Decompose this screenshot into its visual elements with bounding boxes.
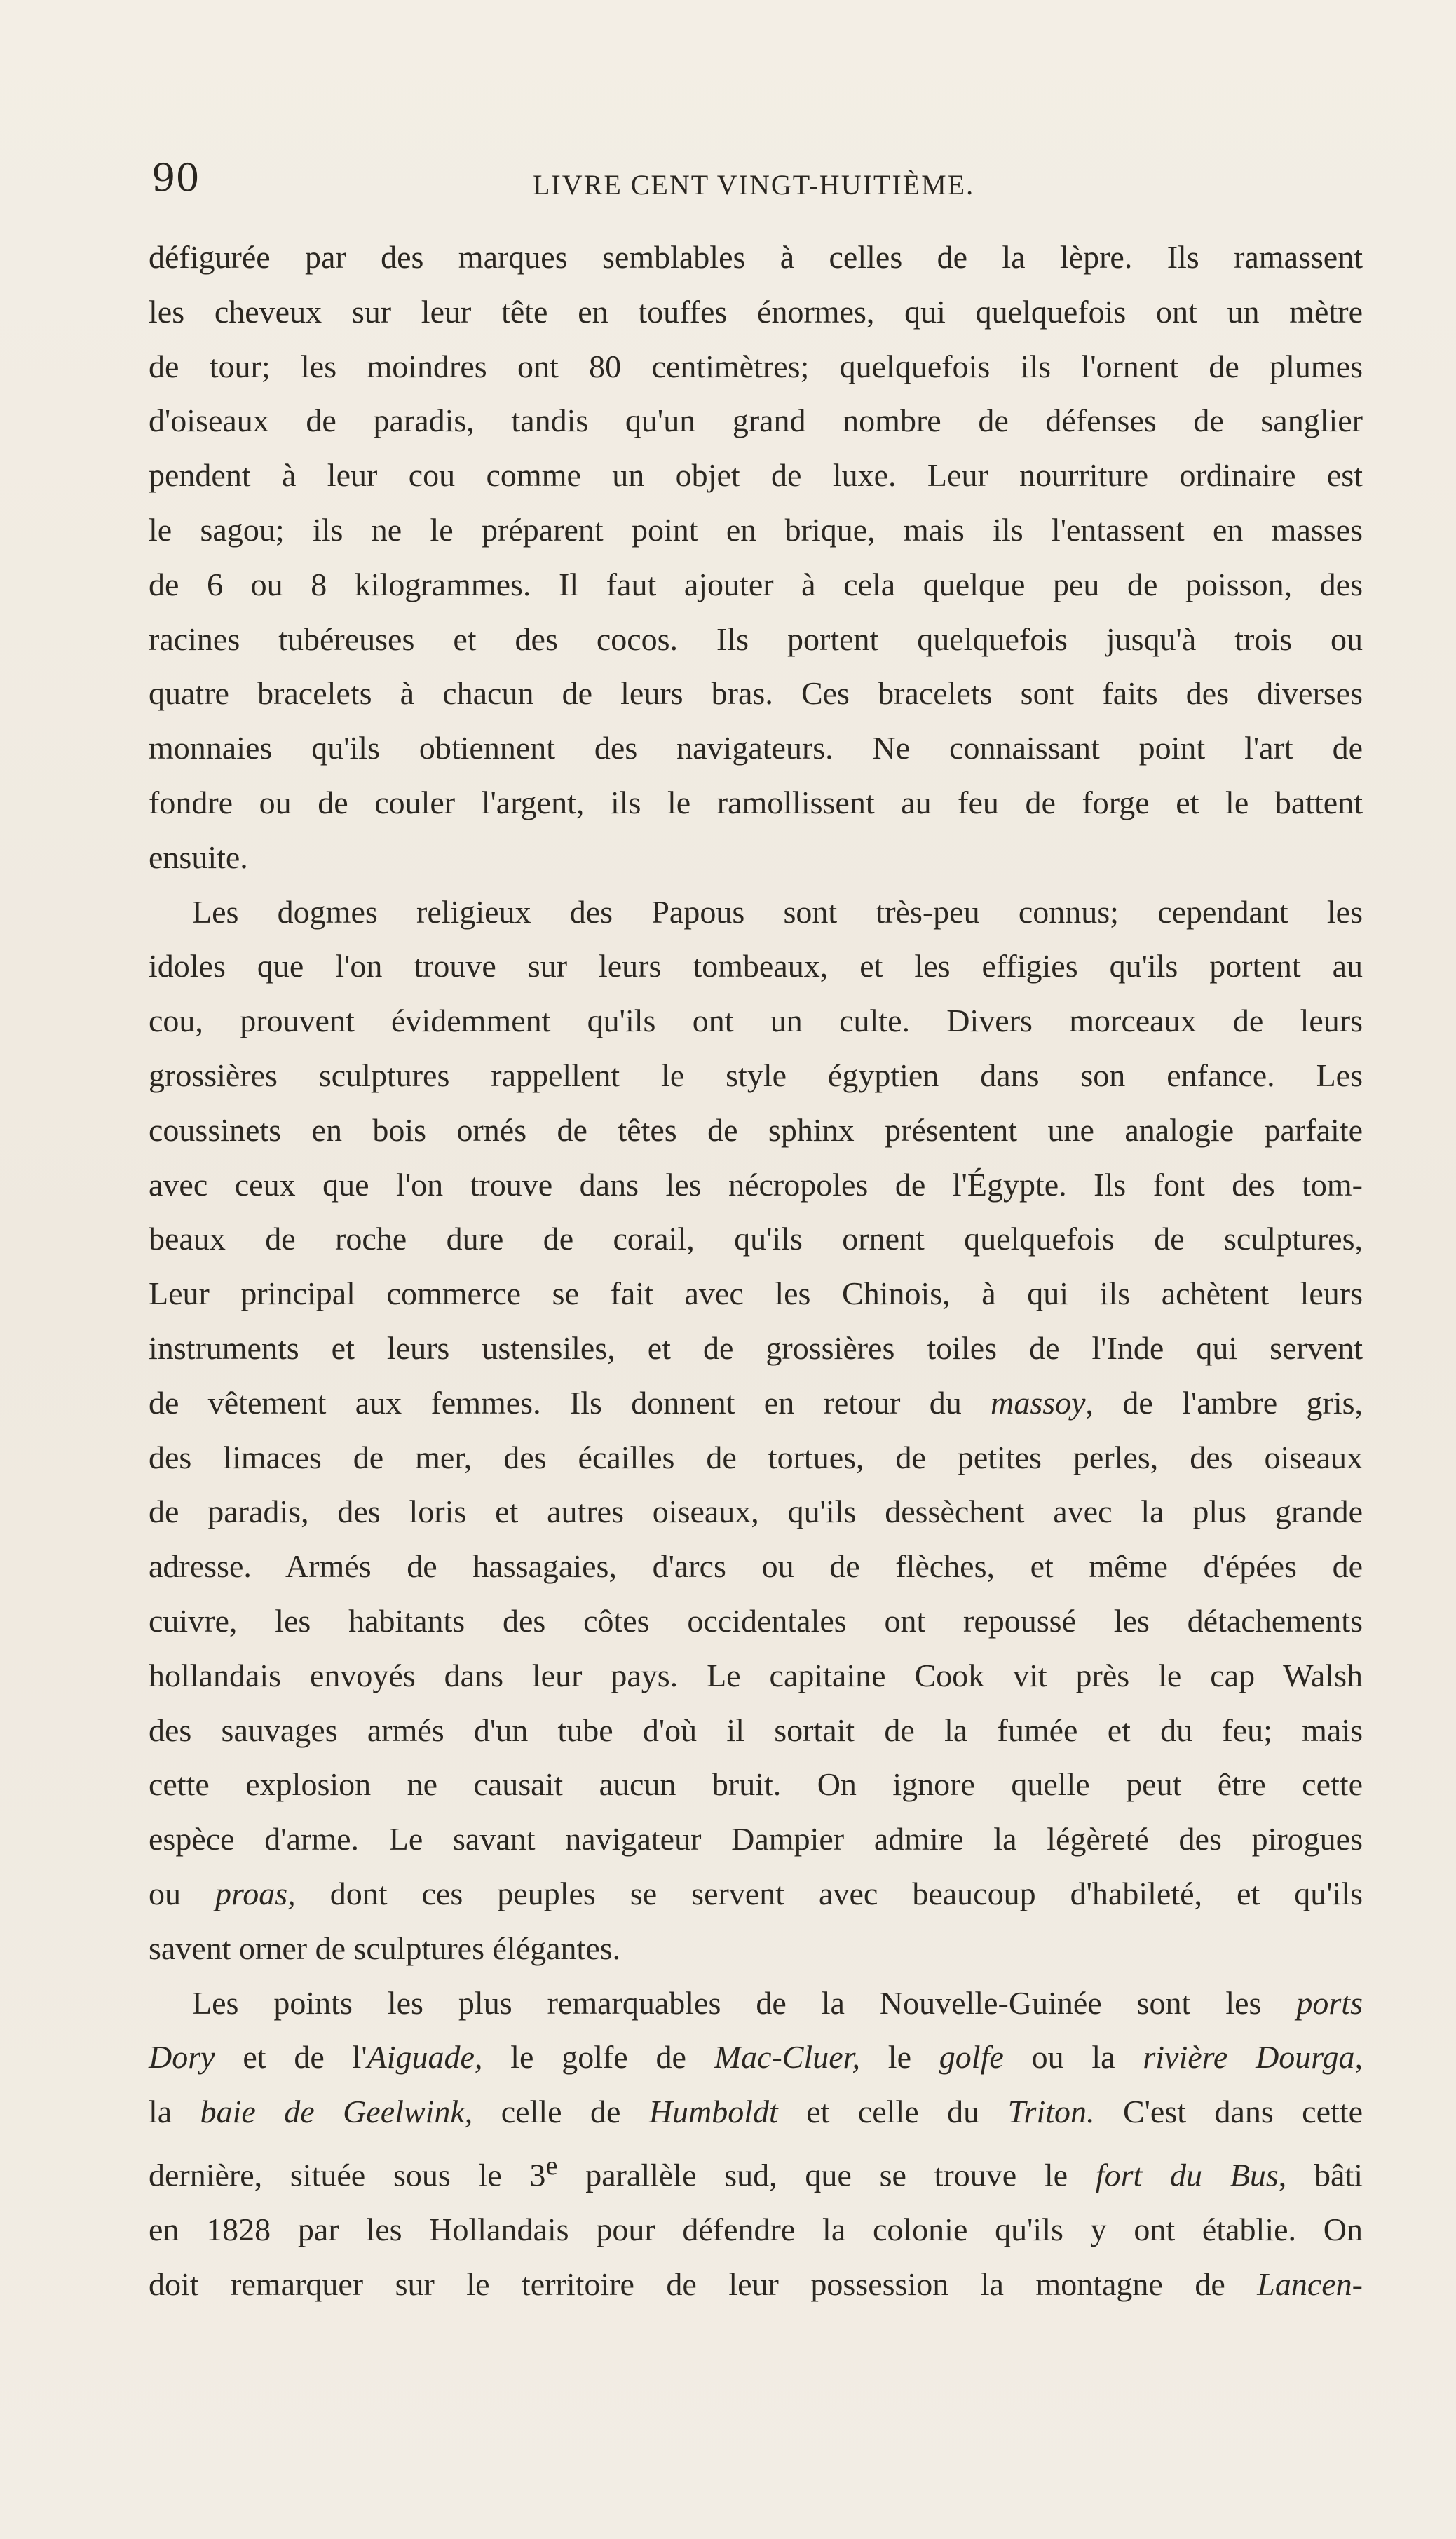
text-line: Les dogmes religieux des Papous sont très-peu connus; cependant les <box>192 893 1363 930</box>
text-segment: parallèle sud, que se trouve le <box>557 2157 1096 2193</box>
italic-term: Lancen- <box>1257 2266 1363 2302</box>
text-line: les cheveux sur leur tête en touffes énormes, qui quelquefois ont un mètre <box>149 293 1363 330</box>
italic-term: massoy <box>991 1384 1086 1421</box>
paragraph-3 <box>149 1976 1363 2312</box>
text-segment: , de l'ambre gris, <box>1085 1384 1363 1421</box>
text-segment: et celle du <box>777 2094 1008 2130</box>
text-line: des limaces de mer, des écailles de tortues, de petites perles, des oiseaux <box>149 1439 1363 1475</box>
text-line: pendent à leur cou comme un objet de luxe. Leur nourriture ordinaire est <box>149 457 1363 494</box>
text-line: adresse. Armés de hassagaies, d'arcs ou de flèches, et même d'épées de <box>149 1548 1363 1585</box>
text-line: de paradis, des loris et autres oiseaux, qu'ils dessèchent avec la plus grande <box>149 1494 1363 1530</box>
text-line: grossières sculptures rappellent le style égyptien dans son enfance. Les <box>149 1057 1363 1093</box>
text-line <box>149 2085 1363 2139</box>
text-line: idoles que l'on trouve sur leurs tombeaux, et les effigies qu'ils portent au <box>149 948 1363 984</box>
body-text <box>149 230 1363 2312</box>
text-line: cuivre, les habitants des côtes occidentales ont repoussé les détachements <box>149 1602 1363 1639</box>
text-line: de 6 ou 8 kilogrammes. Il faut ajouter à cela quelque peu de poisson, des <box>149 566 1363 602</box>
text-segment: de vêtement aux femmes. Ils donnent en retour du <box>149 1384 991 1421</box>
text-line: défigurée par des marques semblables à celles de la lèpre. Ils ramassent <box>149 239 1363 275</box>
text-line <box>149 2030 1363 2085</box>
text-segment: C'est dans cette <box>1094 2094 1363 2130</box>
text-line <box>149 2139 1363 2202</box>
text-segment: dernière, située sous le 3 <box>149 2157 546 2193</box>
italic-term: fort du Bus <box>1095 2157 1279 2193</box>
paragraph-2 <box>149 885 1363 1976</box>
text-line: ensuite. <box>149 839 248 875</box>
text-line: le sagou; ils ne le préparent point en brique, mais ils l'entassent en masses <box>149 511 1363 548</box>
italic-term: baie de Geelwink, <box>200 2094 473 2130</box>
text-line: beaux de roche dure de corail, qu'ils ornent quelquefois de sculptures, <box>149 1221 1363 1257</box>
text-line: des sauvages armés d'un tube d'où il sortait de la fumée et du feu; mais <box>149 1712 1363 1748</box>
text-segment: ou la <box>1003 2039 1143 2076</box>
running-title: LIVRE CENT VINGT-HUITIÈME. <box>533 169 975 201</box>
text-line: espèce d'arme. Le savant navigateur Dampier admire la légèreté des pirogues <box>149 1821 1363 1857</box>
text-line: Leur principal commerce se fait avec les Chinois, à qui ils achètent leurs <box>149 1275 1363 1312</box>
text-segment: le <box>860 2039 939 2076</box>
italic-term: proas, <box>215 1875 296 1911</box>
text-line: savent orner de sculptures élégantes. <box>149 1930 621 1966</box>
text-segment: le golfe de <box>482 2039 714 2076</box>
italic-term: Mac-Cluer, <box>714 2039 860 2076</box>
text-line: en 1828 par les Hollandais pour défendre la colonie qu'ils y ont établie. On <box>149 2212 1363 2248</box>
text-line: racines tubéreuses et des cocos. Ils portent quelquefois jusqu'à trois ou <box>149 621 1363 657</box>
text-segment: , bâti <box>1278 2157 1363 2193</box>
text-segment: la <box>149 2094 200 2130</box>
text-line <box>149 2257 1363 2312</box>
text-segment: dont ces peuples se servent avec beaucoup d'habileté, et qu'ils <box>295 1875 1363 1911</box>
text-segment: Les points les plus remarquables de la Nouvelle-Guinée sont les <box>192 1984 1297 2021</box>
text-line <box>149 1867 1363 1921</box>
italic-term: Aiguade, <box>367 2039 483 2076</box>
text-line: hollandais envoyés dans leur pays. Le capitaine Cook vit près le cap Walsh <box>149 1657 1363 1693</box>
text-segment: celle de <box>472 2094 649 2130</box>
italic-term: Triton. <box>1007 2094 1095 2130</box>
text-line: quatre bracelets à chacun de leurs bras. Ces bracelets sont faits des diverses <box>149 675 1363 712</box>
italic-term: golfe <box>939 2039 1004 2076</box>
text-line: d'oiseaux de paradis, tandis qu'un grand nombre de défenses de sanglier <box>149 402 1363 439</box>
italic-term: Dory <box>149 2039 215 2076</box>
text-line: fondre ou de couler l'argent, ils le ramollissent au feu de forge et le battent <box>149 784 1363 820</box>
text-line: monnaies qu'ils obtiennent des navigateurs. Ne connaissant point l'art de <box>149 730 1363 766</box>
italic-term: Humboldt <box>648 2094 778 2130</box>
paragraph-1 <box>149 230 1363 885</box>
italic-term: rivière Dourga, <box>1143 2039 1363 2076</box>
text-line: avec ceux que l'on trouve dans les nécropoles de l'Égypte. Ils font des tom- <box>149 1166 1363 1203</box>
page-number: 90 <box>151 156 200 200</box>
text-segment: doit remarquer sur le territoire de leur possession la montagne de <box>149 2266 1258 2302</box>
italic-term: ports <box>1296 1984 1363 2021</box>
text-line: coussinets en bois ornés de têtes de sphinx présentent une analogie parfaite <box>149 1111 1363 1148</box>
text-segment: ou <box>149 1875 216 1911</box>
superscript: e <box>545 2151 558 2181</box>
text-line: cou, prouvent évidemment qu'ils ont un culte. Divers morceaux de leurs <box>149 1003 1363 1039</box>
text-segment: et de l' <box>215 2039 367 2076</box>
text-line <box>149 1976 1363 2031</box>
text-line: de tour; les moindres ont 80 centimètres; quelquefois ils l'ornent de plumes <box>149 348 1363 384</box>
text-line: cette explosion ne causait aucun bruit. On ignore quelle peut être cette <box>149 1766 1363 1803</box>
text-line <box>149 1376 1363 1430</box>
text-line: instruments et leurs ustensiles, et de grossières toiles de l'Inde qui servent <box>149 1329 1363 1366</box>
